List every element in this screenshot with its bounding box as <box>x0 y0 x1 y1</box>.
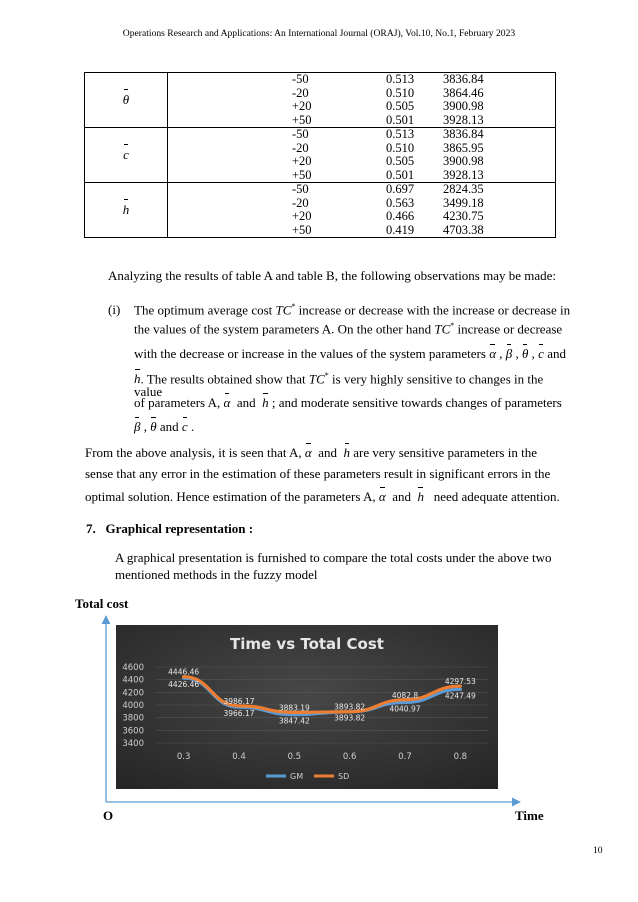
cost-cell-line: 4230.75 <box>443 209 484 223</box>
y-tick-label: 3600 <box>122 726 144 737</box>
data-label: 3893.82 <box>334 702 366 712</box>
y-tick-label: 3400 <box>122 739 144 749</box>
analysis-line-3: optimal solution. Hence estimation of the parameters A, α and h need adequate attention. <box>85 489 560 504</box>
x-tick-label: 0.4 <box>232 752 246 762</box>
analysis-line-1: From the above analysis, it is seen that A, α and h are very sensitive parameters in the <box>85 445 537 460</box>
observation-line-3: with the decrease or increase in the values of the system parameters α , β , θ , c and <box>134 346 566 361</box>
observation-line-1: The optimum average cost TC* increase or decrease with the increase or decrease in <box>134 302 571 318</box>
cost-cell-line: 3836.84 <box>443 127 484 141</box>
cost-cell-line: 4703.38 <box>443 222 484 237</box>
data-label: 3893.82 <box>334 713 366 723</box>
y-axis-title: Total cost <box>75 596 129 611</box>
observation-line-6: β , θ and c . <box>134 419 195 434</box>
x-tick-label: 0.5 <box>287 752 302 762</box>
data-label: 4426.46 <box>168 679 200 689</box>
graph-paragraph-line-1: A graphical presentation is furnished to compare the total costs under the above two <box>115 550 552 565</box>
page-number: 10 <box>593 845 603 856</box>
y-tick-label: 4600 <box>122 663 144 673</box>
legend-label: GM <box>290 772 304 781</box>
data-label: 4247.49 <box>444 691 476 701</box>
value-cell-line: 0.697 <box>386 182 415 196</box>
cost-cell-line: 3928.13 <box>443 112 484 127</box>
value-cell-line: 0.510 <box>386 85 415 100</box>
page-header: Operations Research and Applications: An International Journal (ORAJ), Vol.10, No.1, February 2023 <box>122 28 516 39</box>
change-cell-line: +20 <box>292 154 312 168</box>
y-tick-label: 4200 <box>122 688 144 699</box>
observation-label: (i) <box>108 302 121 317</box>
line-chart <box>116 625 498 789</box>
value-cell-line: 0.563 <box>386 195 415 210</box>
x-tick-label: 0.8 <box>453 752 468 762</box>
cost-cell-line: 3900.98 <box>443 154 484 168</box>
cost-cell-line: 3836.84 <box>443 72 484 86</box>
legend-label: SD <box>338 772 350 781</box>
value-cell-line: 0.505 <box>386 99 415 113</box>
cost-cell-line: 3499.18 <box>443 195 484 210</box>
cost-cell-line: 3864.46 <box>443 85 484 100</box>
observation-line-5: of parameters A, α and h ; and moderate sensitive towards changes of parameters <box>134 395 562 410</box>
change-cell-line: +20 <box>292 209 312 223</box>
value-cell-line: 0.466 <box>386 209 415 223</box>
data-label: 3966.17 <box>223 709 255 719</box>
cost-cell-line: 3900.98 <box>443 99 484 113</box>
section-heading: 7. Graphical representation : <box>86 521 254 536</box>
observation-line-2: the values of the system parameters A. On the other hand TC* increase or decrease <box>134 321 563 337</box>
observation-line-4: h. The results obtained show that TC* is very highly sensitive to changes in the value <box>134 371 544 400</box>
graph-paragraph-line-2: mentioned methods in the fuzzy model <box>115 567 318 582</box>
change-cell-line: -50 <box>292 127 309 141</box>
parameter-symbol: h <box>122 202 130 217</box>
analysis-line-2: sense that any error in the estimation of these parameters result in significant errors in the <box>85 466 551 481</box>
data-label: 4082.8 <box>391 690 419 700</box>
parameter-symbol: θ <box>122 92 130 107</box>
x-axis-title: Time <box>515 808 544 823</box>
intro-paragraph: Analyzing the results of table A and table B, the following observations may be made: <box>108 268 557 283</box>
data-label: 4297.53 <box>444 677 476 687</box>
value-cell-line: 0.419 <box>386 222 415 237</box>
parameter-symbol: c <box>123 147 129 162</box>
cost-cell-line: 3865.95 <box>443 140 484 155</box>
change-cell-line: -50 <box>292 182 309 196</box>
change-cell-line: +50 <box>292 167 312 182</box>
value-cell-line: 0.510 <box>386 140 415 155</box>
origin-label: O <box>103 808 114 823</box>
change-cell-line: -50 <box>292 72 309 86</box>
change-cell-line: +50 <box>292 222 312 237</box>
cost-cell-line: 2824.35 <box>443 182 484 196</box>
y-tick-label: 3800 <box>122 713 144 724</box>
data-label: 3847.42 <box>278 716 310 726</box>
y-tick-label: 4400 <box>122 675 144 686</box>
data-label: 3986.17 <box>223 696 255 706</box>
change-cell-line: +20 <box>292 99 312 113</box>
data-label: 3883.19 <box>278 703 310 713</box>
chart-title: Time vs Total Cost <box>230 635 384 653</box>
change-cell-line: -20 <box>292 85 309 100</box>
change-cell-line: -20 <box>292 140 309 155</box>
value-cell-line: 0.513 <box>386 127 415 141</box>
y-tick-label: 4000 <box>122 701 144 711</box>
cost-cell-line: 3928.13 <box>443 167 484 182</box>
change-cell-line: +50 <box>292 112 312 127</box>
x-tick-label: 0.7 <box>398 752 412 762</box>
value-cell-line: 0.513 <box>386 72 415 86</box>
x-tick-label: 0.3 <box>176 752 191 762</box>
x-tick-label: 0.6 <box>342 752 357 762</box>
change-cell-line: -20 <box>292 195 309 210</box>
data-label: 4446.46 <box>168 667 200 677</box>
value-cell-line: 0.505 <box>386 154 415 168</box>
value-cell-line: 0.501 <box>386 167 415 182</box>
data-label: 4040.97 <box>389 704 421 714</box>
value-cell-line: 0.501 <box>386 112 415 127</box>
